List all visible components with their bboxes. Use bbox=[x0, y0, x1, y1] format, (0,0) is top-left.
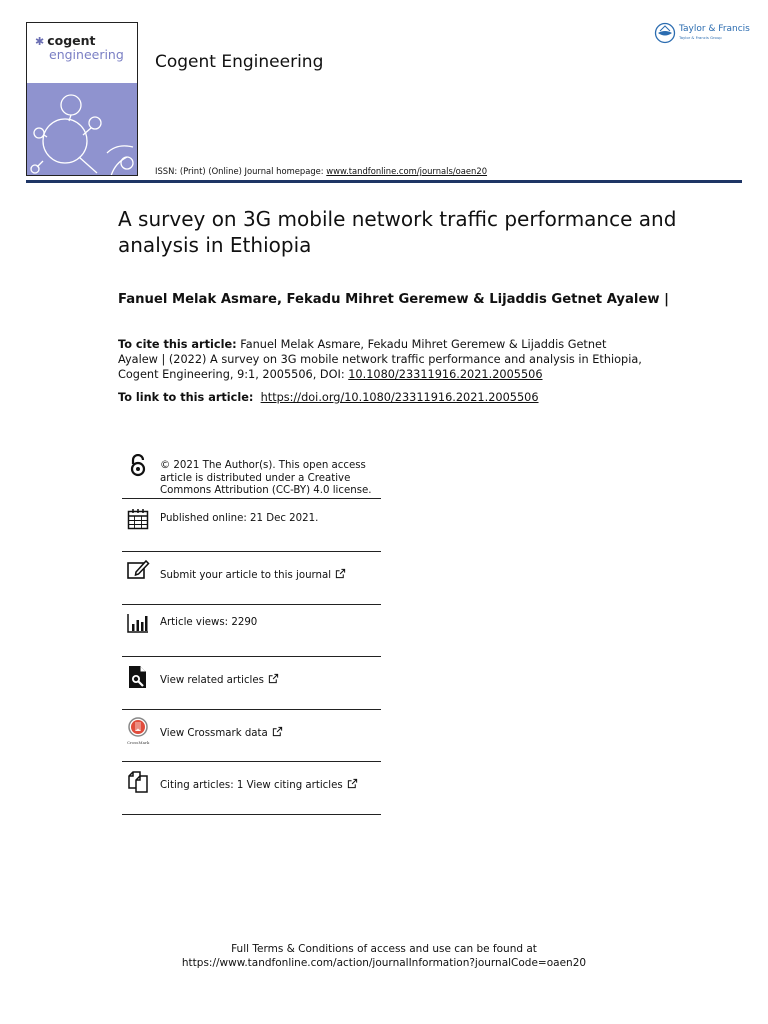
publisher-name: Taylor & Francis bbox=[679, 24, 750, 34]
external-link-icon bbox=[272, 726, 283, 737]
terms-line: Full Terms & Conditions of access and use can be found at bbox=[231, 943, 537, 955]
logo-subtitle: engineering bbox=[49, 47, 124, 62]
cite-doi-link[interactable]: 10.1080/23311916.2021.2005506 bbox=[348, 368, 543, 381]
citation-block bbox=[118, 337, 648, 382]
divider bbox=[122, 551, 381, 552]
article-title: A survey on 3G mobile network traffic performance and analysis in Ethiopia bbox=[118, 207, 677, 257]
taylor-francis-logo bbox=[654, 22, 676, 48]
submit-article-row[interactable] bbox=[122, 553, 381, 603]
journal-cover-logo bbox=[26, 22, 138, 176]
external-link-icon bbox=[347, 778, 358, 789]
citing-icon bbox=[126, 770, 150, 794]
crossmark-icon bbox=[126, 717, 150, 741]
open-access-icon bbox=[126, 454, 150, 478]
journal-homepage-link[interactable]: www.tandfonline.com/journals/oaen20 bbox=[326, 166, 488, 176]
link-label: To link to this article: bbox=[118, 391, 254, 404]
related-articles-row[interactable] bbox=[122, 658, 381, 708]
terms-footer bbox=[0, 942, 768, 970]
divider bbox=[122, 656, 381, 657]
terms-url[interactable]: https://www.tandfonline.com/action/journalInformation?journalCode=oaen20 bbox=[181, 957, 587, 969]
bar-chart-icon bbox=[126, 611, 150, 635]
edit-icon bbox=[126, 558, 150, 582]
published-row bbox=[122, 500, 381, 550]
journal-title: Cogent Engineering bbox=[155, 52, 324, 72]
divider bbox=[122, 498, 381, 499]
view-crossmark-link[interactable]: View Crossmark data bbox=[160, 726, 283, 741]
open-access-row bbox=[122, 452, 381, 497]
published-date: Published online: 21 Dec 2021. bbox=[160, 513, 319, 524]
logo-brand: ✱ cogent bbox=[35, 33, 96, 48]
publisher-group: Taylor & Francis Group bbox=[679, 35, 722, 40]
cite-label: To cite this article: bbox=[118, 338, 237, 351]
view-related-articles-link[interactable]: View related articles bbox=[160, 673, 279, 688]
crossmark-row[interactable] bbox=[122, 711, 381, 761]
open-access-text: © 2021 The Author(s). This open access article is distributed under a Creative Commons Attribution (CC-BY) 4.0 license. bbox=[160, 460, 372, 497]
issn-homepage-line bbox=[155, 166, 487, 176]
issn-text: ISSN: (Print) (Online) Journal homepage: bbox=[155, 166, 327, 176]
link-to-article bbox=[118, 391, 539, 404]
header-rule bbox=[26, 180, 742, 183]
article-views: Article views: 2290 bbox=[160, 617, 258, 628]
divider bbox=[122, 814, 381, 815]
divider bbox=[122, 604, 381, 605]
cite-text: Fanuel Melak Asmare, Fekadu Mihret Geremew & Lijaddis Getnet Ayalew | (2022) A survey on 3G mobile network traffic performance and analysis in Ethiopia, Cogent Engineering, 9:1, 2005506, DOI: bbox=[118, 338, 642, 381]
view-citing-articles-link[interactable]: Citing articles: 1 View citing articles bbox=[160, 778, 358, 793]
divider bbox=[122, 709, 381, 710]
divider bbox=[122, 761, 381, 762]
external-link-icon bbox=[268, 673, 279, 684]
related-search-icon bbox=[126, 665, 150, 689]
submit-article-link[interactable]: Submit your article to this journal bbox=[160, 568, 346, 583]
doi-url-link[interactable]: https://doi.org/10.1080/23311916.2021.2005506 bbox=[260, 391, 539, 404]
crossmark-caption: CrossMark bbox=[127, 740, 150, 745]
citing-articles-row[interactable] bbox=[122, 763, 381, 813]
article-views-row bbox=[122, 606, 381, 656]
calendar-icon bbox=[126, 507, 150, 531]
article-authors: Fanuel Melak Asmare, Fekadu Mihret Geremew & Lijaddis Getnet Ayalew | bbox=[118, 292, 669, 307]
external-link-icon bbox=[335, 568, 346, 579]
logo-molecule-art bbox=[27, 83, 137, 176]
